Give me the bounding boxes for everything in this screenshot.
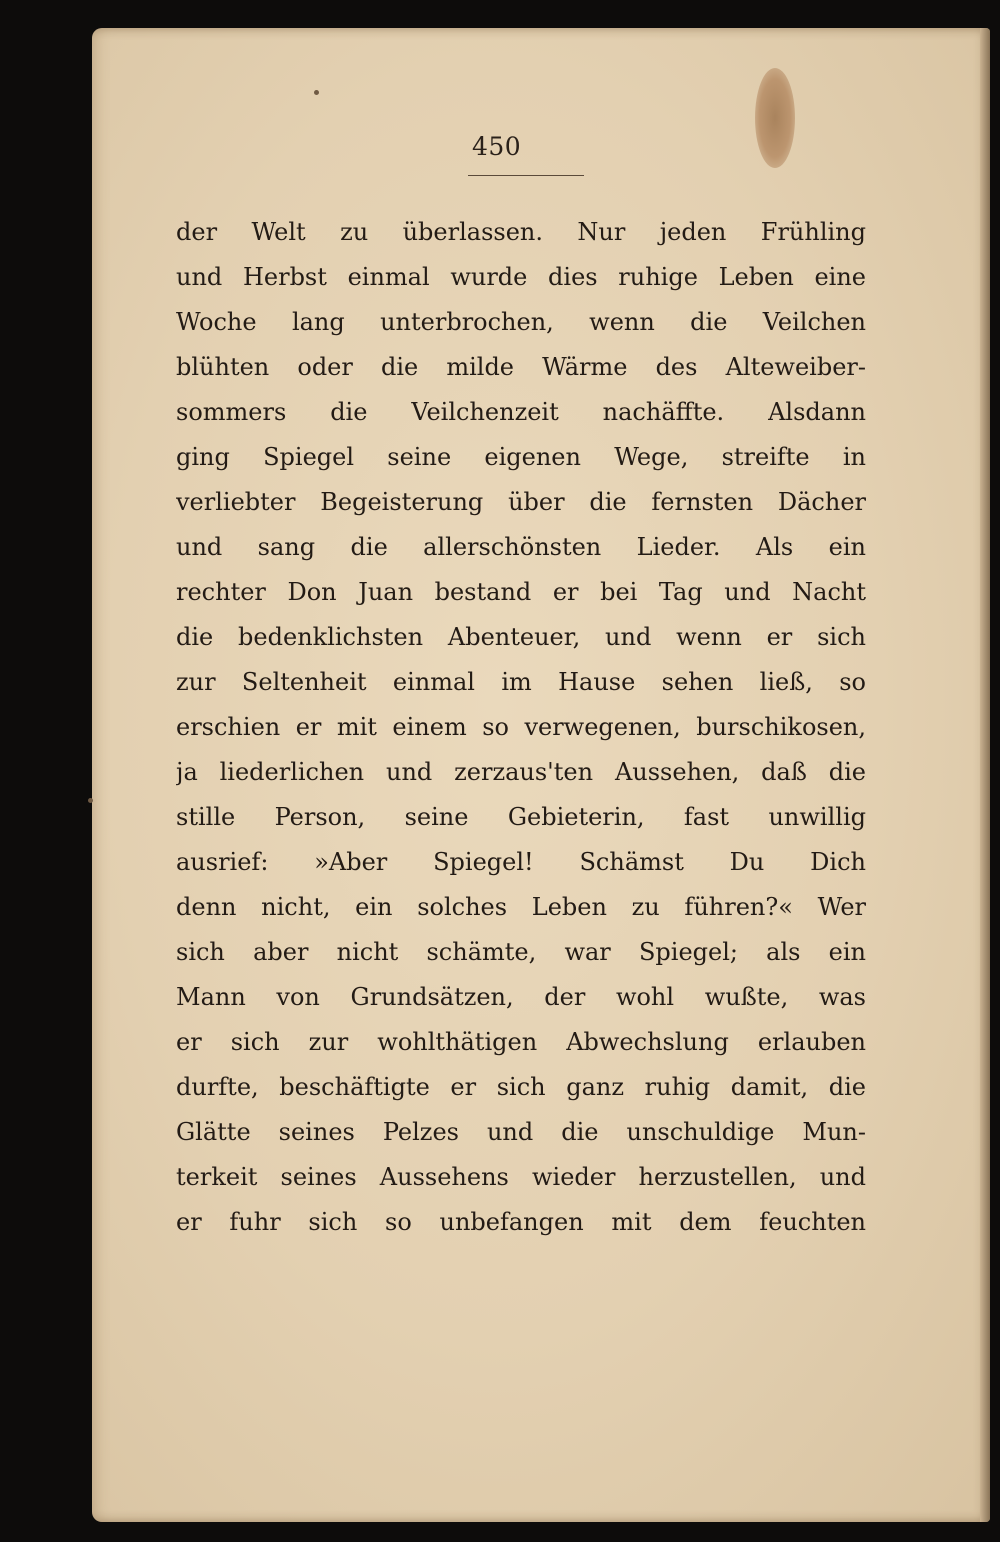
text-line: er sich zur wohlthätigen Abwechslung erlauben	[176, 1028, 866, 1056]
text-line: stille Person, seine Gebieterin, fast unwillig	[176, 803, 866, 831]
margin-speck	[314, 90, 319, 95]
page-edge	[980, 28, 990, 1522]
header-rule	[468, 175, 584, 176]
text-line: blühten oder die milde Wärme des Alteweiber-	[176, 353, 866, 381]
text-line: der Welt zu überlassen. Nur jeden Frühling	[176, 218, 866, 246]
text-line: Mann von Grundsätzen, der wohl wußte, was	[176, 983, 866, 1011]
text-line: Woche lang unterbrochen, wenn die Veilchen	[176, 308, 866, 336]
text-line: ging Spiegel seine eigenen Wege, streifte in	[176, 443, 866, 471]
stain-mark	[755, 68, 795, 168]
text-line: die bedenklichsten Abenteuer, und wenn er sich	[176, 623, 866, 651]
body-text	[176, 210, 866, 1245]
text-line: und sang die allerschönsten Lieder. Als ein	[176, 533, 866, 561]
page-number: 450	[472, 132, 522, 161]
text-line: zur Seltenheit einmal im Hause sehen ließ, so	[176, 668, 866, 696]
text-line: rechter Don Juan bestand er bei Tag und Nacht	[176, 578, 866, 606]
margin-speck	[88, 798, 93, 803]
text-line: Glätte seines Pelzes und die unschuldige Mun-	[176, 1118, 866, 1146]
text-line: terkeit seines Aussehens wieder herzustellen, und	[176, 1163, 866, 1191]
text-line: sich aber nicht schämte, war Spiegel; als ein	[176, 938, 866, 966]
text-line: durfte, beschäftigte er sich ganz ruhig damit, die	[176, 1073, 866, 1101]
text-line: erschien er mit einem so verwegenen, burschikosen,	[176, 713, 866, 741]
text-line: sommers die Veilchenzeit nachäffte. Alsdann	[176, 398, 866, 426]
text-line: verliebter Begeisterung über die fernsten Dächer	[176, 488, 866, 516]
text-line: er fuhr sich so unbefangen mit dem feuchten	[176, 1208, 866, 1236]
text-line: ja liederlichen und zerzaus'ten Aussehen, daß die	[176, 758, 866, 786]
text-line: denn nicht, ein solches Leben zu führen?« Wer	[176, 893, 866, 921]
text-line: und Herbst einmal wurde dies ruhige Leben eine	[176, 263, 866, 291]
text-line: ausrief: »Aber Spiegel! Schämst Du Dich	[176, 848, 866, 876]
